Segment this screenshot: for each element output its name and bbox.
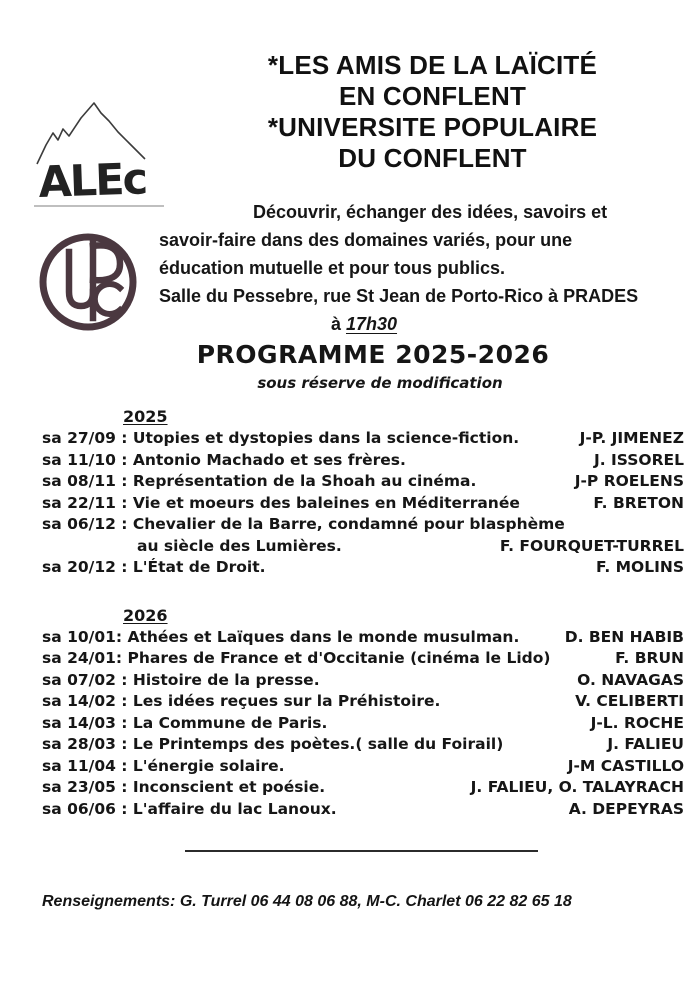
- session-row: [42, 627, 684, 649]
- session-speaker: J. FALIEU: [607, 735, 684, 753]
- org-title-line: *LES AMIS DE LA LAÏCITÉ: [267, 50, 598, 80]
- year-heading: 2025: [123, 407, 168, 426]
- session-row: [42, 514, 684, 536]
- contact-info: Renseignements: G. Turrel 06 44 08 06 88, M-C. Charlet 06 22 82 65 18: [42, 893, 572, 910]
- intro-paragraph: [159, 198, 689, 338]
- session-row: [42, 471, 684, 493]
- intro-line: Découvrir, échanger des idées, savoirs et: [253, 202, 608, 222]
- session-row: [42, 799, 684, 821]
- upc-logo: [36, 226, 142, 343]
- session-speaker: J-L. ROCHE: [590, 713, 684, 732]
- session-label: sa 07/02 : Histoire de la presse.: [42, 670, 320, 689]
- session-speaker: J. ISSOREL: [593, 450, 684, 469]
- alec-logo: [34, 98, 166, 215]
- time-prefix: à: [330, 314, 346, 334]
- session-label: sa 10/01: Athées et Laïques dans le monde musulman.: [42, 627, 520, 646]
- session-speaker: F. BRUN: [615, 649, 684, 667]
- session-label: sa 22/11 : Vie et moeurs des baleines en Méditerranée: [42, 493, 520, 512]
- session-speaker: J. FALIEU, O. TALAYRACH: [470, 778, 684, 796]
- session-label: sa 06/12 : Chevalier de la Barre, condamné pour blasphème: [42, 515, 565, 533]
- intro-line: Salle du Pessebre, rue St Jean de Porto-Rico à PRADES: [159, 286, 639, 306]
- session-speaker: D. BEN HABIB: [564, 627, 684, 646]
- session-row: [42, 691, 684, 713]
- session-label: sa 28/03 : Le Printemps des poètes.( salle du Foirail): [42, 735, 504, 753]
- session-row: [42, 428, 684, 450]
- session-label: au siècle des Lumières.: [137, 536, 342, 555]
- org-title: [165, 50, 700, 174]
- session-rows-2026: [42, 627, 684, 821]
- session-speaker: J-P. JIMENEZ: [579, 429, 684, 447]
- session-speaker: F. FOURQUET-TURREL: [499, 536, 684, 555]
- session-row: [42, 777, 684, 799]
- session-speaker: F. BRETON: [593, 493, 684, 512]
- section-2025: [42, 406, 684, 579]
- session-label: sa 20/12 : L'État de Droit.: [42, 558, 266, 576]
- session-speaker: F. MOLINS: [596, 558, 684, 576]
- session-row: [42, 536, 684, 558]
- session-label: sa 06/06 : L'affaire du lac Lanoux.: [42, 799, 337, 818]
- session-speaker: A. DEPEYRAS: [568, 799, 684, 818]
- session-row: [42, 450, 684, 472]
- session-label: sa 14/02 : Les idées reçues sur la Préhistoire.: [42, 692, 441, 710]
- session-speaker: V. CELIBERTI: [575, 692, 684, 710]
- org-title-line: DU CONFLENT: [338, 143, 527, 173]
- programme-title: PROGRAMME 2025-2026: [196, 340, 550, 369]
- session-label: sa 11/10 : Antonio Machado et ses frères.: [42, 450, 406, 469]
- session-label: sa 11/04 : L'énergie solaire.: [42, 756, 285, 775]
- session-row: [42, 734, 684, 756]
- session-label: sa 23/05 : Inconscient et poésie.: [42, 778, 326, 796]
- upc-monogram-icon: [36, 226, 142, 338]
- intro-line: éducation mutuelle et pour tous publics.: [159, 258, 506, 278]
- org-title-line: EN CONFLENT: [338, 81, 527, 111]
- section-2026: [42, 605, 684, 821]
- session-label: sa 08/11 : Représentation de la Shoah au cinéma.: [42, 472, 477, 490]
- session-row: [42, 713, 684, 735]
- session-row: [42, 756, 684, 778]
- separator-line: [185, 850, 538, 852]
- session-label: sa 14/03 : La Commune de Paris.: [42, 713, 328, 732]
- session-label: sa 24/01: Phares de France et d'Occitanie (cinéma le Lido): [42, 649, 551, 667]
- session-list: [42, 406, 684, 820]
- session-row: [42, 557, 684, 579]
- session-rows-2025: [42, 428, 684, 579]
- year-heading: 2026: [123, 605, 168, 625]
- session-row: [42, 648, 684, 670]
- session-speaker: J-M CASTILLO: [567, 756, 684, 775]
- alec-logo-text: ALEc: [37, 154, 147, 208]
- session-row: [42, 493, 684, 515]
- time-line: [159, 310, 689, 338]
- session-speaker: J-P ROELENS: [574, 472, 684, 490]
- intro-line: savoir-faire dans des domaines variés, pour une: [159, 230, 573, 250]
- start-time: 17h30: [345, 314, 398, 334]
- session-speaker: O. NAVAGAS: [577, 670, 684, 689]
- session-label: sa 27/09 : Utopies et dystopies dans la science-fiction.: [42, 429, 520, 447]
- session-row: [42, 670, 684, 692]
- org-title-line: *UNIVERSITE POPULAIRE: [267, 112, 598, 142]
- programme-subtitle: sous réserve de modification: [257, 374, 503, 392]
- alec-mountain-icon: [34, 98, 166, 210]
